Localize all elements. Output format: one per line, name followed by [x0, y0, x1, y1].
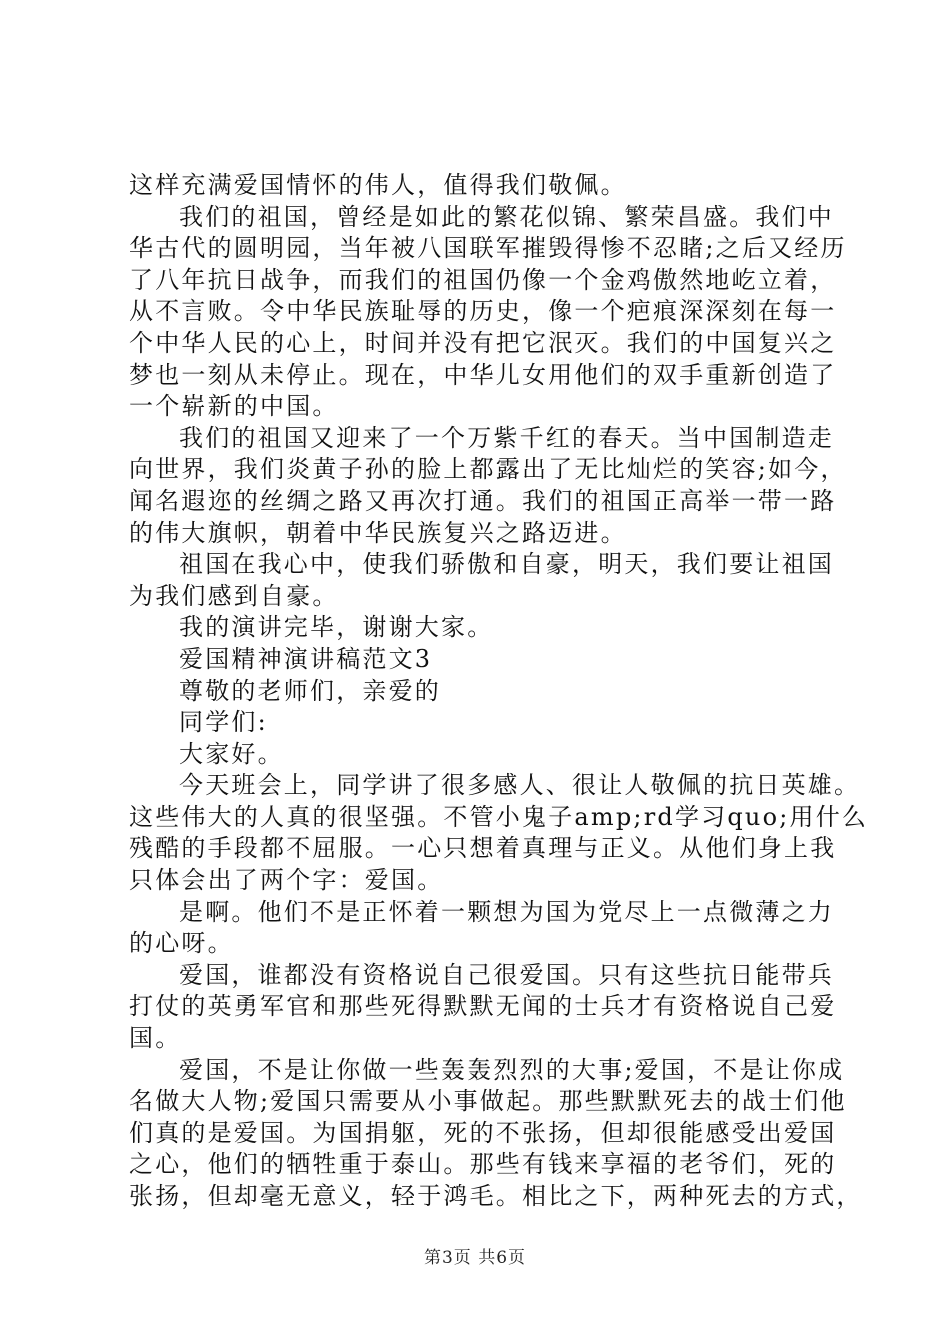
text-line: 一个崭新的中国。 — [129, 392, 339, 421]
text-line: 我们的祖国又迎来了一个万紫千红的春天。当中国制造走 — [179, 423, 834, 452]
text-line: 这些伟大的人真的很坚强。不管小鬼子amp;rd学习quo;用什么 — [129, 802, 869, 831]
text-line: 的伟大旗帜，朝着中华民族复兴之路迈进。 — [129, 518, 627, 547]
text-line: 爱国，不是让你做一些轰轰烈烈的大事;爱国，不是让你成 — [179, 1055, 845, 1084]
document-body — [129, 170, 869, 1213]
text-line: 了八年抗日战争，而我们的祖国仍像一个金鸡傲然地屹立着， — [129, 265, 837, 294]
text-line: 个中华人民的心上，时间并没有把它泯灭。我们的中国复兴之 — [129, 328, 837, 357]
text-line: 今天班会上，同学讲了很多感人、很让人敬佩的抗日英雄。 — [179, 771, 861, 800]
text-line: 名做大人物;爱国只需要从小事做起。那些默默死去的战士们他 — [129, 1087, 847, 1116]
text-line: 张扬，但却毫无意义，轻于鸿毛。相比之下，两种死去的方式， — [129, 1182, 863, 1210]
text-line: 祖国在我心中，使我们骄傲和自豪，明天，我们要让祖国 — [179, 550, 834, 579]
text-line: 尊敬的老师们，亲爱的 — [179, 676, 441, 705]
text-line: 们真的是爱国。为国捐躯，死的不张扬，但却很能感受出爱国 — [129, 1118, 837, 1147]
text-line: 我们的祖国，曾经是如此的繁花似锦、繁荣昌盛。我们中 — [179, 202, 834, 231]
text-line: 梦也一刻从未停止。现在，中华儿女用他们的双手重新创造了 — [129, 360, 837, 389]
text-line: 大家好。 — [179, 739, 284, 768]
page-footer: 第3页 共6页 — [423, 1248, 527, 1268]
text-line: 爱国精神演讲稿范文3 — [179, 644, 433, 673]
text-line: 之心，他们的牺牲重于泰山。那些有钱来享福的老爷们，死的 — [129, 1150, 837, 1179]
text-line: 国。 — [129, 1024, 182, 1053]
text-line: 是啊。他们不是正怀着一颗想为国为党尽上一点微薄之力 — [179, 897, 834, 926]
text-line: 的心呀。 — [129, 929, 234, 958]
text-line: 华古代的圆明园，当年被八国联军摧毁得惨不忍睹;之后又经历 — [129, 234, 847, 263]
text-line: 我的演讲完毕，谢谢大家。 — [179, 613, 494, 642]
text-line: 向世界，我们炎黄子孙的脸上都露出了无比灿烂的笑容;如今， — [129, 455, 847, 484]
text-line: 打仗的英勇军官和那些死得默默无闻的士兵才有资格说自己爱 — [129, 992, 837, 1021]
text-line: 从不言败。令中华民族耻辱的历史，像一个疤痕深深刻在每一 — [129, 297, 837, 326]
text-line: 为我们感到自豪。 — [129, 581, 339, 610]
text-line: 同学们: — [179, 708, 268, 737]
text-line: 爱国，谁都没有资格说自己很爱国。只有这些抗日能带兵 — [179, 960, 834, 989]
text-line: 只体会出了两个字：爱国。 — [129, 866, 444, 895]
text-line: 闻名遐迩的丝绸之路又再次打通。我们的祖国正高举一带一路 — [129, 486, 837, 515]
text-line: 这样充满爱国情怀的伟人，值得我们敬佩。 — [129, 171, 627, 199]
text-line: 残酷的手段都不屈服。一心只想着真理与正义。从他们身上我 — [129, 834, 837, 863]
